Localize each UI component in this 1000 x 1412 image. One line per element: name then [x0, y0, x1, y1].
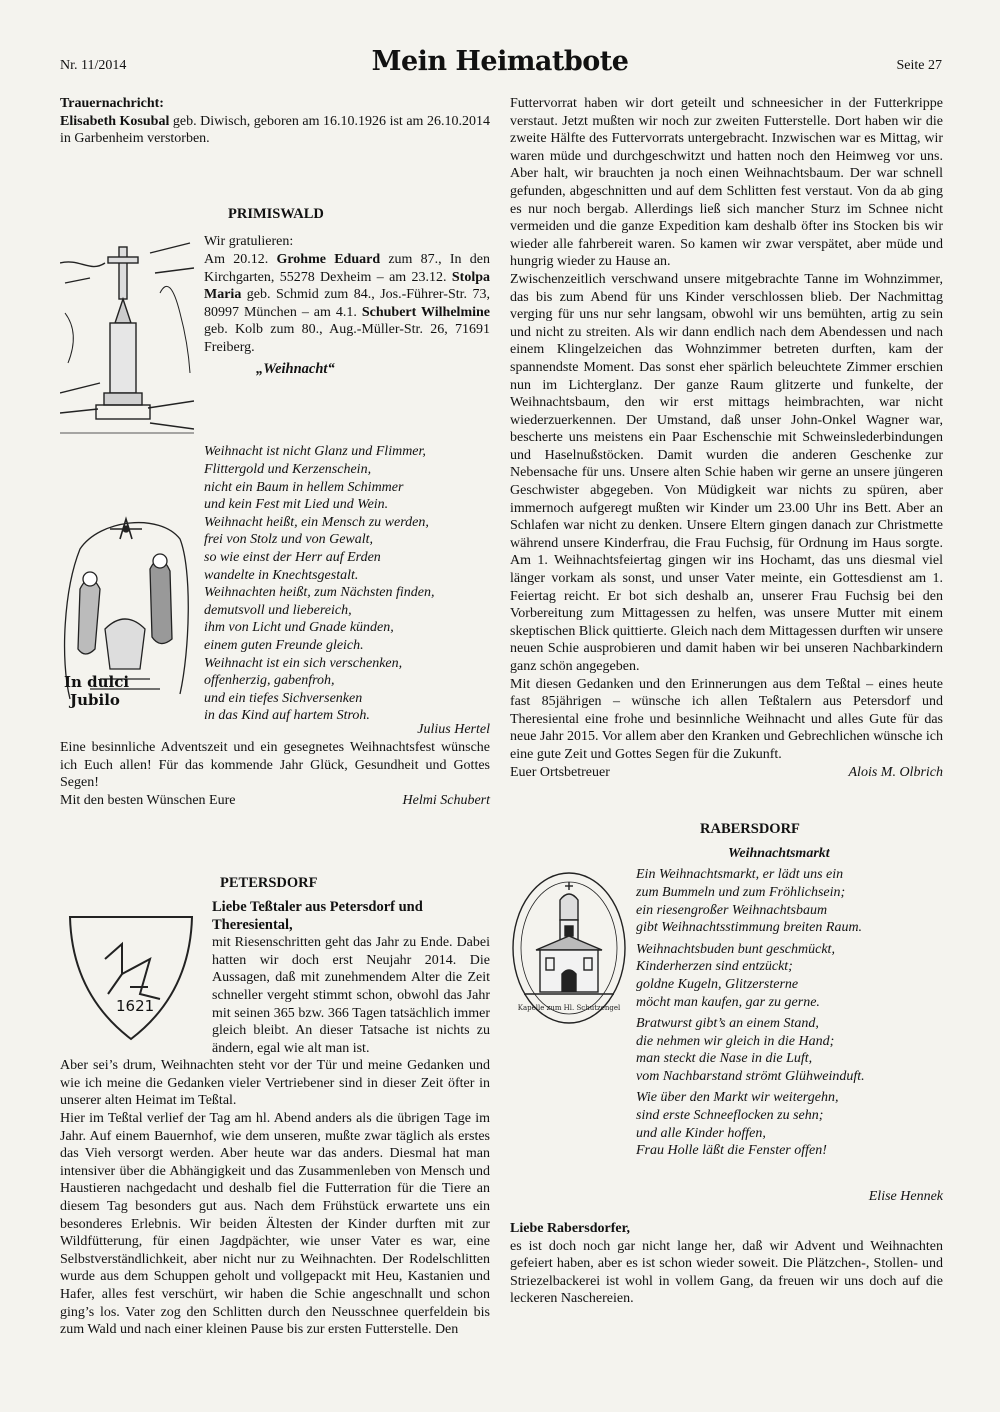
poem-line: goldne Kugeln, Glitzersterne — [636, 976, 799, 992]
nativity-caption-line1: In dulci — [64, 673, 130, 692]
primiswald-signoff: Mit den besten Wünschen Eure — [60, 792, 236, 808]
poem-line: man steckt die Nase in die Luft, — [636, 1051, 813, 1067]
poem-line: die nehmen wir gleich in die Hand; — [636, 1033, 835, 1049]
poem-line: ihm von Licht und Gnade künden, — [204, 620, 394, 636]
poem-title-weihnacht: „Weihnacht“ — [256, 360, 335, 377]
birthday-date-1: Am 20.12. — [204, 251, 277, 267]
poem-line: möcht man kaufen, gar zu gerne. — [636, 994, 820, 1010]
petersdorf-paragraph-3: Hier im Teßtal verlief der Tag am hl. Abend anders als die übrigen Tage im Jahr. Auf einem Bauernhof, wie dem unseren, mußte zwar täglich als erstes das Vieh versorgt werden. Aber heute war das anders. Diesmal hat man intensiver über die Abhängigkeit und das Zusammenleben von Mensch und Haustieren nachgedacht und deshalb fiel die Futterration für die Tiere an diesem Tag besonders gut aus. Nach dem Frühstück erwartete uns ein besonderes Erlebnis. Wir beiden Ältesten der Kinder durften mit zur Wildfütterung, für einen Jagdpächter, wie unser Vater es war, eine Selbstverständlichkeit, aber nicht nur zu Weihnachten. Der Rodelschlitten wurde aus dem Schuppen geholt und vollgepackt mit Heu, Kastanien und Hafer, alles fest verschürt, wir haben die Schie angeschnallt und schon ging’s los. Vater zog den Schlitten durch den Neusschnee querfeldein bis zum Wald und nach einer kleinen Pause bis zur ersten Futterstelle. Den — [60, 1111, 490, 1338]
rabersdorf-text: es ist doch noch gar nicht lange her, daß wir Advent und Weihnachten gefeiert haben, aber es ist schon wieder soweit. Die Plätzchen-, Stollen- und Striezelbackerei ist wohl in vollem Gang, da freuen wir uns doch auf die leckeren Naschereien. — [510, 1238, 943, 1307]
nativity-illustration — [60, 509, 194, 713]
poem-author: Elise Hennek — [868, 1189, 943, 1205]
poem-line: Weihnachtsbuden bunt geschmückt, — [636, 941, 835, 957]
poem-line: Bratwurst gibt’s an einem Stand, — [636, 1016, 819, 1032]
poem-line: frei von Stolz und von Gewalt, — [204, 532, 374, 548]
petersdorf-paragraph-1: mit Riesenschritten geht das Jahr zu Ende. Dabei hatten wir doch erst Neujahr 2014. Die Aussagen, daß mit zunehmendem Alter die Zeit schneller vergeht stimmt schon, obwohl das Jahr mit seinen 365 bzw. 366 Tagen tatsächlich immer gleich bleibt. An dieser Tatsache ist nichts zu ändern, egal wie alt man ist. — [212, 935, 490, 1056]
primiswald-intro: Wir gratulieren: — [204, 234, 294, 250]
poem-line: offenherzig, gabenfroh, — [204, 673, 335, 689]
birthday-details-3: geb. Kolb zum 80., Aug.-Müller-Str. 26, 71691 Freiberg. — [204, 322, 490, 355]
poem-line: so wie einst der Herr auf Erden — [204, 549, 381, 565]
poem-line: Weihnachten heißt, zum Nächsten finden, — [204, 585, 435, 601]
poem-line: und alle Kinder hoffen, — [636, 1125, 766, 1141]
primiswald-signer: Helmi Schubert — [402, 792, 490, 808]
obituary — [60, 95, 490, 148]
petersdorf-section — [60, 875, 490, 1338]
birthday-name-3: Schubert Wilhelmine — [361, 304, 490, 320]
poem-line: wandelte in Knechtsgestalt. — [204, 567, 359, 583]
birthday-name-1: Grohme Eduard — [276, 251, 381, 267]
petersdorf-signer: Alois M. Olbrich — [848, 764, 943, 780]
primiswald-closing: Eine besinnliche Adventszeit und ein gesegnetes Weihnachtsfest wünsche ich Euch allen! Für das kommende Jahr Glück, Gesundheit und Gottes Segen! — [60, 739, 490, 791]
poem-weihnacht — [204, 443, 434, 725]
obituary-name: Elisabeth Kosubal — [60, 113, 170, 129]
poem-line: demutsvoll und liebereich, — [204, 602, 352, 618]
section-heading-rabersdorf: RABERSDORF — [700, 821, 800, 838]
poem-line: ein riesengroßer Weihnachtsbaum — [636, 902, 828, 918]
chapel-caption: Kapelle zum Hl. Schutzengel — [517, 1004, 621, 1013]
right-column — [510, 95, 943, 1308]
poem-line: sind erste Schneeflocken zu sehn; — [636, 1108, 824, 1124]
poem-line: nicht ein Baum in hellem Schimmer — [204, 479, 404, 495]
poem-line: Wie über den Markt wir weitergehn, — [636, 1090, 839, 1106]
chapel-illustration — [510, 870, 628, 1026]
petersdorf-signoff: Euer Ortsbetreuer — [510, 764, 610, 780]
poem-line: Weihnacht ist ein sich verschenken, — [204, 655, 403, 671]
coat-of-arms-year: 1621 — [116, 996, 155, 1015]
obituary-details: geb. Diwisch, geboren am 16.10.1926 ist am 26.10.2014 in Garbenheim verstorben. — [60, 113, 490, 147]
section-heading-primiswald: PRIMISWALD — [228, 205, 324, 222]
birthday-name-2: Stolpa Maria — [204, 269, 490, 303]
obituary-text — [60, 113, 490, 148]
poem-line: Kinderherzen sind entzückt; — [636, 959, 793, 975]
stanza-1 — [636, 866, 865, 936]
rabersdorf-greeting: Liebe Rabersdorfer, — [510, 1220, 631, 1236]
page-number: Seite 27 — [896, 58, 942, 73]
poem-line: und ein tiefes Sichversenken — [204, 690, 363, 706]
petersdorf-paragraph-2: Aber sei’s drum, Weihnachten steht vor der Tür und meine Gedanken und wie ich meine die Gedanken vieler Vertriebener sind in dieser Zeit öfter in unserer alten Heimat im Teßtal. — [60, 1058, 490, 1109]
poem-line: und kein Fest mit Lied und Wein. — [204, 497, 389, 513]
petersdorf-paragraph-5: Zwischenzeitlich verschwand unsere mitgebrachte Tanne im Wohnzimmer, das bis zum Abend für uns Kinder verschlossen blieb. Der Nachmittag verging für uns nur sehr langsam, obwohl wir uns bemühten, artig zu sein und nicht zu streiten. Als wir dann endlich nach dem Abendessen und nach einem Klingelzeichen das Wohnzimmer betreten durften, kam der spannendste Moment. Das sonst eher spärlich beleuchtete Zimmer erschien nun im Lichterglanz. Der ganze Raum glitzerte und funkelte, der Weihnachtsbaum, den wir erst mittags heimbrachten, war nicht wiederzuerkennen. Der Umstand, daß unser John-Onkel Wagner war, bescherte uns meistens ein Paar Eschenschie mit Schweinslederbindungen und Haselnußstöcken. Damit wurden die anderen Geschenke zur Nebensache für uns. Unsere alten Schie haben wir gerne an unsere jüngeren Geschwister abgegeben. Von Müdigkeit war nichts zu spüren, aber immernoch aufgeregt mußten wir Kinder um 23.00 Uhr ins Bett. Aber an Schlafen war nicht zu denken. Unsere Eltern gingen danach zur Christmette während unsere Kinderfrau, die Frau Fuchsig, für Ordnung im Haus sorgte. Am 1. Weihnachtsfeiertag gingen wir ins Hochamt, das uns diesmal viel länger vorkam als sonst, und unser Vater meinte, ein Gottesdienst am 1. Feiertag reicht. Er bot sich deshalb an, unserer Frau Fuchsig bei den Vorbereitung zum Mittagessen zu helfen, was unsere Mutter mit einem skeptischen Blick quittierte. Gleich nach dem Mittagessen durften wir unsere neuen Schie ausprobieren und damit haben wir bei unseren Nachbarkindern ganz schön angegeben. — [510, 271, 943, 674]
petersdorf-paragraph-6: Mit diesen Gedanken und den Erinnerungen aus dem Teßtal – eines heute fast 85jährigen – wünsche ich allen Teßtalern aus Petersdorf und Theresiental eine frohe und besinnliche Weihnacht und alles Gute für das neue Jahr 2015. Vor allem aber den Kranken und Gebrechlichen wünsche ich eine gute Zeit und Gottes Segen für die Zukunft. — [510, 676, 943, 762]
poem-line: in das Kind auf hartem Stroh. — [204, 708, 370, 724]
poem-line: vom Nachbarstand strömt Glühweinduft. — [636, 1068, 865, 1084]
section-heading-petersdorf: PETERSDORF — [220, 875, 318, 892]
poem-author: Julius Hertel — [417, 722, 490, 738]
stanza-4 — [636, 1089, 865, 1159]
primiswald-signoff-row — [60, 792, 490, 810]
poem-weihnachtsmarkt — [636, 866, 865, 1160]
poem-line: Flittergold und Kerzenschein, — [204, 461, 372, 477]
petersdorf-subheading: Liebe Teßtaler aus Petersdorf und Theresiental, — [212, 898, 423, 933]
poem-line: Ein Weihnachtsmarkt, er lädt uns ein — [636, 867, 844, 883]
poem-line: einem guten Freunde gleich. — [204, 637, 364, 653]
stanza-2 — [636, 941, 865, 1011]
petersdorf-signoff-row — [510, 764, 943, 782]
left-column — [60, 95, 490, 1339]
nativity-caption-line2: Jubilo — [70, 691, 120, 710]
poem-line: Weihnacht ist nicht Glanz und Flimmer, — [204, 444, 426, 460]
issue-number: Nr. 11/2014 — [60, 58, 127, 73]
obituary-heading: Trauernachricht: — [60, 96, 164, 111]
poem-title-weihnachtsmarkt: Weihnachtsmarkt — [728, 845, 830, 861]
primiswald-section — [60, 206, 490, 810]
birthday-details-1: zum 87., In den Kirchgarten, 55278 Dexheim – am 23.12. — [204, 251, 490, 285]
masthead-logo: Mein Heimatbote — [371, 46, 629, 77]
birthday-details-2: geb. Schmid zum 84., Jos.-Führer-Str. 73, 80997 München – am 4.1. — [204, 287, 490, 320]
poem-line: zum Bummeln und zum Fröhlichsein; — [636, 884, 846, 900]
wayside-cross-illustration — [60, 233, 194, 443]
stanza-3 — [636, 1015, 865, 1085]
poem-line: Frau Holle läßt die Fenster offen! — [636, 1143, 827, 1159]
poem-line: gibt Weihnachtsstimmung breiten Raum. — [636, 920, 863, 936]
petersdorf-coat-of-arms — [60, 899, 202, 1049]
rabersdorf-section — [510, 821, 943, 1308]
petersdorf-paragraph-4: Futtervorrat haben wir dort geteilt und schneesicher in der Futterkrippe verstaut. Jetzt mußten wir noch zur zweiten Futterstelle. Dort haben wir die zweite Hälfte des Futtervorrats untergebracht. Inzwischen war es Mittag, wir waren müde und durchgeschwitzt und hatten noch den Heimweg vor uns. Aber halt, wir brauchten ja noch einen Weihnachtsbaum. Der war schnell gefunden, abgeschnitten und auf dem Schlitten fest verstaut. Von da ab ging es nur noch bergab. Allerdings ließ sich mancher Sturz im Schnee nicht vermeiden und die ganze Expedition kam deshalb öfter ins Stocken bis wir wieder alle fahrbereit waren. So kamen wir zwar verspätet, aber müde und hungrig wieder zu Hause an. — [510, 96, 943, 270]
poem-line: Weihnacht heißt, ein Mensch zu werden, — [204, 514, 429, 530]
